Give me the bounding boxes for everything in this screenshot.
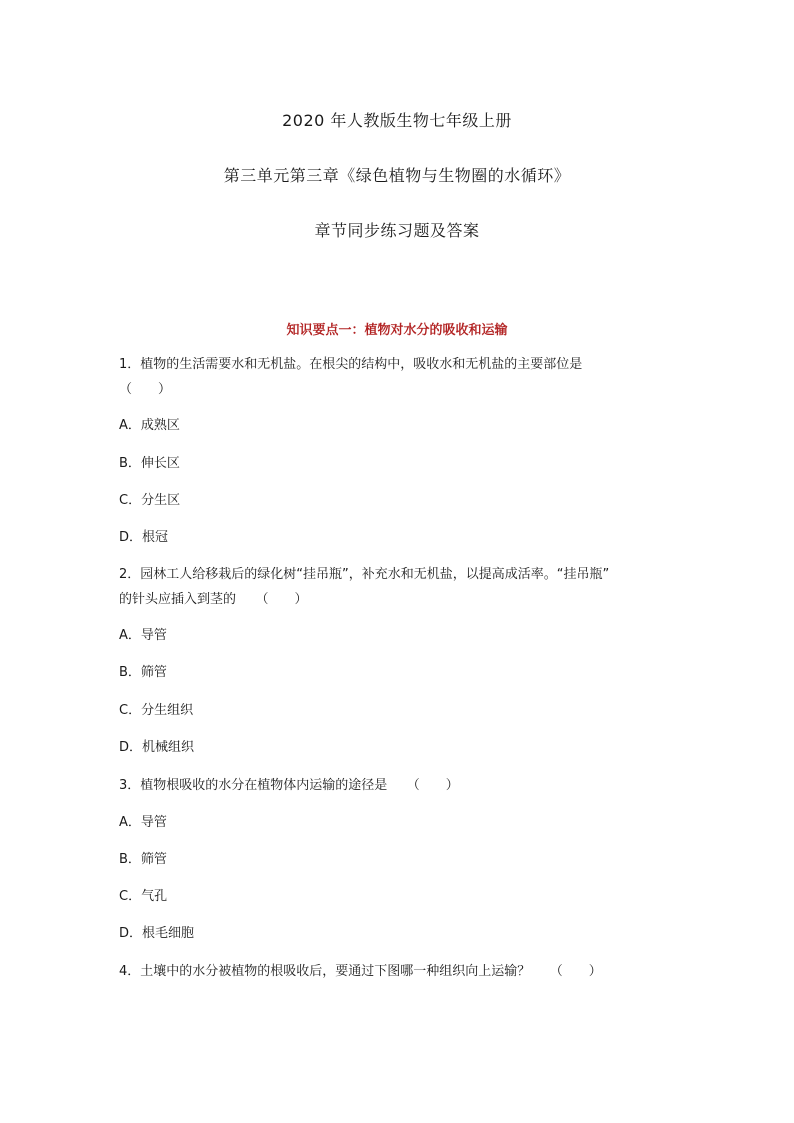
document-title: 2020 年人教版生物七年级上册 — [282, 111, 512, 130]
question-1-option-a: A．成熟区 — [119, 418, 180, 433]
question-1-stem — [119, 352, 679, 402]
question-3-option-c: C．气孔 — [119, 889, 168, 904]
question-4-line-1: 4．土壤中的水分被植物的根吸收后，要通过下图哪一种组织向上运输？ （ ） — [119, 964, 602, 979]
question-3-line-1: 3．植物根吸收的水分在植物体内运输的途径是 （ ） — [119, 778, 459, 793]
question-3-option-d: D．根毛细胞 — [119, 926, 195, 941]
question-2-option-c: C．分生组织 — [119, 703, 194, 718]
question-1-line-2: （ ） — [119, 382, 172, 397]
question-2-option-d: D．机械组织 — [119, 740, 195, 755]
question-1-line-1: 1．植物的生活需要水和无机盐。在根尖的结构中，吸收水和无机盐的主要部位是 — [119, 357, 583, 372]
section-heading: 知识要点一：植物对水分的吸收和运输 — [286, 323, 508, 338]
document-subtitle: 第三单元第三章《绿色植物与生物圈的水循环》 — [223, 166, 571, 185]
question-3-option-a: A．导管 — [119, 815, 167, 830]
question-2-option-b: B．筛管 — [119, 665, 167, 680]
question-2-stem — [119, 562, 679, 612]
question-1-option-d: D．根冠 — [119, 530, 169, 545]
question-4-stem — [119, 959, 679, 984]
question-2-option-a: A．导管 — [119, 628, 167, 643]
question-3-option-b: B．筛管 — [119, 852, 167, 867]
question-2-line-2: 的针头应插入到茎的 （ ） — [119, 592, 308, 607]
question-3-stem — [119, 773, 679, 798]
question-2-line-1: 2．园林工人给移栽后的绿化树“挂吊瓶”，补充水和无机盐，以提高成活率。“挂吊瓶” — [119, 567, 610, 582]
question-1-option-c: C．分生区 — [119, 493, 181, 508]
document-subtitle-2: 章节同步练习题及答案 — [314, 221, 480, 240]
question-1-option-b: B．伸长区 — [119, 456, 180, 471]
